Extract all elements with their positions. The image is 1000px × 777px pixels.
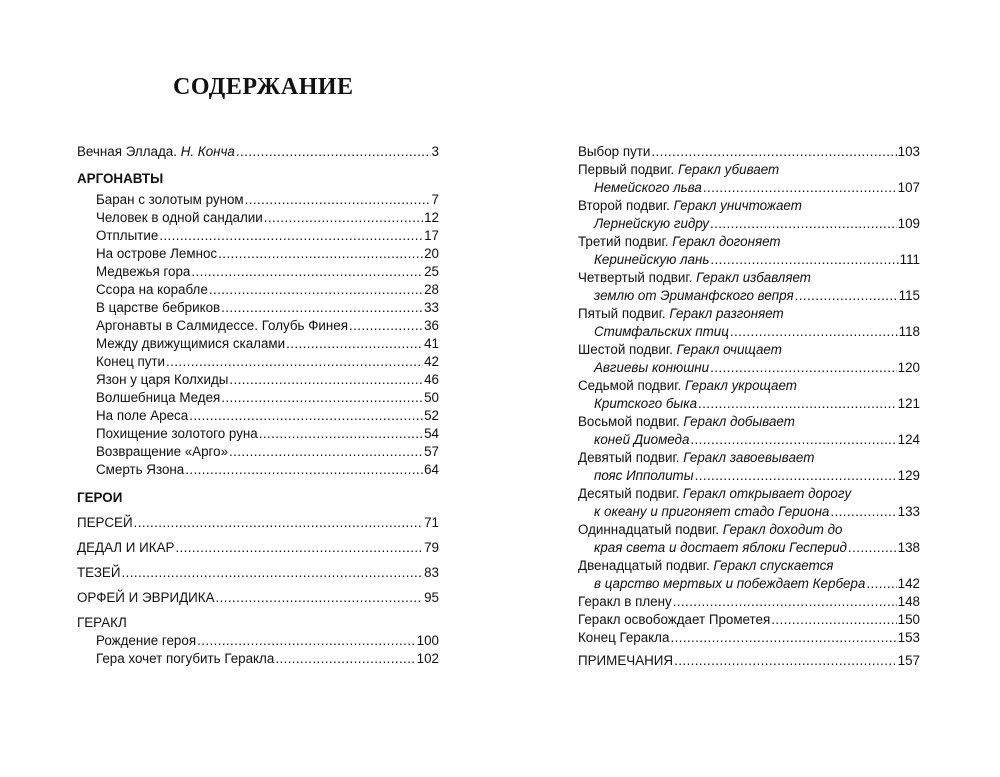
entry-title: ТЕЗЕЙ (77, 565, 121, 580)
dot-leader (710, 215, 897, 233)
entry-title: В царстве бебриков (96, 300, 221, 315)
toc-entry (96, 191, 439, 209)
entry-title: Одиннадцатый подвиг. (578, 522, 723, 537)
entry-subtitle: Геракл разгоняет (669, 306, 784, 321)
dot-leader (866, 575, 896, 593)
dot-leader (771, 611, 896, 629)
page-number: 109 (897, 216, 920, 231)
toc-entry (96, 650, 439, 668)
entry-subtitle-cont: коней Диомеда (594, 432, 690, 447)
page-number: 50 (424, 390, 439, 405)
entry-line-1 (578, 161, 920, 179)
entry-subtitle: Геракл доходит до (722, 522, 843, 537)
entry-title: Седьмой подвиг. (578, 378, 685, 393)
entry-title: На поле Ареса (96, 408, 189, 423)
toc-entry (96, 407, 439, 425)
entry-title: Рождение героя (96, 633, 197, 648)
entry-line-2 (578, 467, 920, 485)
entry-title: Похищение золотого руна (96, 426, 258, 441)
page-number: 42 (424, 354, 439, 369)
dot-leader (830, 503, 896, 521)
entry-line-2 (578, 287, 920, 305)
toc-entry (96, 425, 439, 443)
entry-title: Девятый подвиг. (578, 450, 684, 465)
entry-title: Отплытие (96, 228, 159, 243)
entry-title: Второй подвиг. (578, 198, 674, 213)
dot-leader (221, 299, 423, 317)
toc-entry-notes (578, 652, 920, 670)
entry-subtitle-cont: Критского быка (594, 396, 698, 411)
dot-leader (673, 593, 897, 611)
dot-leader (197, 632, 416, 650)
toc-entry (578, 521, 920, 557)
toc-entry (77, 514, 439, 532)
entry-title: Выбор пути (578, 144, 651, 159)
page-number: 133 (897, 504, 920, 519)
page-number: 3 (431, 144, 439, 159)
entry-title: Гера хочет погубить Геракла (96, 651, 275, 666)
dot-leader (216, 589, 424, 607)
entry-title: Двенадцатый подвиг. (578, 558, 714, 573)
dot-leader (209, 281, 423, 299)
toc-entry (96, 443, 439, 461)
page-number: 54 (424, 426, 439, 441)
entry-title: Восьмой подвиг. (578, 414, 684, 429)
entry-subtitle-cont: пояс Ипполиты (594, 468, 694, 483)
toc-entry (578, 593, 920, 611)
page-number: 121 (897, 396, 920, 411)
dot-leader (264, 209, 423, 227)
toc-entry (578, 611, 920, 629)
entry-subtitle: Геракл завоевывает (683, 450, 815, 465)
dot-leader (236, 143, 431, 161)
herakles-list (77, 632, 439, 668)
entry-title: Четвертый подвиг. (578, 270, 697, 285)
entry-title: Первый подвиг. (578, 162, 678, 177)
toc-entry (96, 335, 439, 353)
entry-line-1 (578, 269, 920, 287)
entry-subtitle: Геракл очищает (676, 342, 782, 357)
dot-leader (221, 389, 423, 407)
entry-title: ПЕРСЕЙ (77, 515, 133, 530)
entry-line-1 (578, 341, 920, 359)
entry-subtitle: Геракл добывает (683, 414, 795, 429)
dot-leader (121, 564, 423, 582)
entry-subtitle-cont: к океану и пригоняет стадо Гериона (594, 504, 830, 519)
dot-leader (848, 539, 897, 557)
entry-line-2 (578, 575, 920, 593)
dot-leader (698, 395, 897, 413)
entry-title: Язон у царя Колхиды (96, 372, 229, 387)
right-list (578, 143, 920, 647)
toc-entry (578, 377, 920, 413)
dot-leader (710, 251, 898, 269)
page-number: 148 (897, 594, 920, 609)
dot-leader (189, 407, 423, 425)
page-number: 102 (416, 651, 439, 666)
page-number: 41 (424, 336, 439, 351)
dot-leader (229, 443, 423, 461)
dot-leader (229, 371, 423, 389)
entry-title: На острове Лемнос (96, 246, 218, 261)
entry-title: Смерть Язона (96, 462, 185, 477)
toc-entry (578, 269, 920, 305)
page-number: 20 (424, 246, 439, 261)
entry-line-1 (578, 521, 920, 539)
entry-line-1 (578, 449, 920, 467)
entry-line-2 (578, 431, 920, 449)
entry-line-2 (578, 251, 920, 269)
page-number: 12 (424, 210, 439, 225)
toc-entry-intro (77, 143, 439, 161)
dot-leader (185, 461, 423, 479)
entry-title: Между движущимися скалами (96, 336, 286, 351)
page-number: 33 (424, 300, 439, 315)
page-number: 115 (898, 288, 920, 303)
page-number: 103 (897, 144, 920, 159)
toc-entry (578, 305, 920, 341)
entry-title: Пятый подвиг. (578, 306, 670, 321)
page-number: 120 (897, 360, 920, 375)
entry-title: ПРИМЕЧАНИЯ (578, 653, 674, 668)
dot-leader (134, 514, 424, 532)
entry-title: ОРФЕЙ И ЭВРИДИКА (77, 590, 215, 605)
toc-left-column (77, 143, 439, 668)
dot-leader (651, 143, 896, 161)
dot-leader (674, 652, 897, 670)
page-number: 111 (899, 252, 920, 267)
subsection-heading-herakles: ГЕРАКЛ (77, 615, 127, 630)
toc-entry (578, 485, 920, 521)
page-number: 107 (897, 180, 920, 195)
page-number: 17 (424, 228, 439, 243)
dot-leader (245, 191, 431, 209)
entry-line-1 (578, 557, 920, 575)
toc-entry (96, 281, 439, 299)
entry-title: Ссора на корабле (96, 282, 208, 297)
toc-entry (578, 629, 920, 647)
entry-title: Шестой подвиг. (578, 342, 677, 357)
entry-title: Медвежья гора (96, 264, 191, 279)
entry-subtitle: Геракл открывает дорогу (682, 486, 852, 501)
page-number: 28 (424, 282, 439, 297)
toc-entry (77, 589, 439, 607)
entry-title: Возвращение «Арго» (96, 444, 229, 459)
entry-line-2 (578, 215, 920, 233)
entry-title: Десятый подвиг. (578, 486, 683, 501)
toc-entry (96, 227, 439, 245)
entry-subtitle-cont: Немейского льва (594, 180, 702, 195)
toc-entry (96, 245, 439, 263)
entry-subtitle: Геракл убивает (677, 162, 780, 177)
entry-title: Третий подвиг. (578, 234, 673, 249)
dot-leader (703, 179, 897, 197)
entry-subtitle-cont: Керинейскую лань (594, 252, 710, 267)
page-number: 153 (897, 630, 920, 645)
dot-leader (670, 629, 896, 647)
page-number: 129 (897, 468, 920, 483)
entry-title: Геракл освобождает Прометея (578, 612, 771, 627)
toc-entry (578, 197, 920, 233)
dot-leader (710, 359, 897, 377)
entry-subtitle: Геракл спускается (713, 558, 834, 573)
page-number: 36 (424, 318, 439, 333)
page-number: 157 (897, 653, 920, 668)
entry-subtitle-cont: в царство мертвых и побеждает Кербера (594, 576, 866, 591)
toc-entry (578, 413, 920, 449)
toc-entry (77, 539, 439, 557)
toc-entry (96, 389, 439, 407)
toc-entry (96, 317, 439, 335)
dot-leader (795, 287, 898, 305)
dot-leader (690, 431, 896, 449)
entry-line-2 (578, 539, 920, 557)
entry-subtitle: Геракл укрощает (684, 378, 797, 393)
entry-title: Вечная Эллада. (77, 144, 181, 159)
toc-entry (77, 564, 439, 582)
toc-entry (578, 161, 920, 197)
toc-right-column (578, 143, 920, 670)
dot-leader (695, 467, 897, 485)
page-number: 150 (897, 612, 920, 627)
dot-leader (175, 539, 423, 557)
entry-title: ДЕДАЛ И ИКАР (77, 540, 175, 555)
entry-subtitle: Геракл уничтожает (673, 198, 802, 213)
page-number: 71 (424, 515, 439, 530)
page-number: 95 (424, 590, 439, 605)
argonauts-list (77, 191, 439, 479)
entry-line-1 (578, 485, 920, 503)
page-number: 57 (424, 444, 439, 459)
dot-leader (730, 323, 898, 341)
entry-line-1 (578, 305, 920, 323)
toc-entry (96, 632, 439, 650)
page-number: 83 (424, 565, 439, 580)
heroes-list (77, 514, 439, 607)
entry-subtitle-cont: края света и достает яблоки Гесперид (594, 540, 847, 555)
page-number: 124 (897, 432, 920, 447)
toc-entry (96, 371, 439, 389)
dot-leader (259, 425, 423, 443)
toc-entry (96, 209, 439, 227)
toc-entry (578, 449, 920, 485)
entry-line-2 (578, 359, 920, 377)
toc-entry (96, 353, 439, 371)
entry-line-2 (578, 503, 920, 521)
page-title: СОДЕРЖАНИЕ (173, 74, 354, 100)
page-number: 52 (424, 408, 439, 423)
entry-line-2 (578, 395, 920, 413)
entry-subtitle: Геракл избавляет (696, 270, 811, 285)
entry-title: Конец пути (96, 354, 166, 369)
toc-entry (578, 143, 920, 161)
page-number: 25 (424, 264, 439, 279)
toc-entry (578, 233, 920, 269)
entry-subtitle-cont: Лернейскую гидру (594, 216, 709, 231)
entry-line-1 (578, 233, 920, 251)
dot-leader (349, 317, 423, 335)
dot-leader (218, 245, 423, 263)
section-heading-heroes: ГЕРОИ (77, 490, 123, 505)
entry-subtitle: Геракл догоняет (672, 234, 781, 249)
dot-leader (166, 353, 423, 371)
dot-leader (275, 650, 415, 668)
entry-author: Н. Конча (180, 144, 235, 159)
entry-title: Человек в одной сандалии (96, 210, 263, 225)
toc-entry (96, 263, 439, 281)
page-number: 118 (898, 324, 920, 339)
entry-subtitle-cont: Стимфальских птиц (594, 324, 729, 339)
toc-entry (96, 299, 439, 317)
entry-line-2 (578, 323, 920, 341)
entry-title: Аргонавты в Салмидессе. Голубь Финея (96, 318, 348, 333)
page-number: 138 (897, 540, 920, 555)
entry-title: Геракл в плену (578, 594, 672, 609)
page-number: 79 (424, 540, 439, 555)
entry-line-2 (578, 179, 920, 197)
toc-entry (578, 341, 920, 377)
dot-leader (159, 227, 423, 245)
page-number: 64 (424, 462, 439, 477)
toc-entry (578, 557, 920, 593)
entry-line-1 (578, 413, 920, 431)
dot-leader (191, 263, 423, 281)
dot-leader (286, 335, 423, 353)
entry-line-1 (578, 197, 920, 215)
section-heading-argonauts: АРГОНАВТЫ (77, 171, 164, 186)
entry-title: Волшебница Медея (96, 390, 221, 405)
toc-entry (96, 461, 439, 479)
entry-line-1 (578, 377, 920, 395)
page-number: 100 (416, 633, 439, 648)
entry-title: Баран с золотым руном (96, 192, 244, 207)
entry-title: Конец Геракла (578, 630, 670, 645)
entry-subtitle-cont: Авгиевы конюшни (594, 360, 710, 375)
page-number: 142 (897, 576, 920, 591)
page-number: 7 (431, 192, 439, 207)
page-number: 46 (424, 372, 439, 387)
entry-subtitle-cont: землю от Эриманфского вепря (594, 288, 794, 303)
